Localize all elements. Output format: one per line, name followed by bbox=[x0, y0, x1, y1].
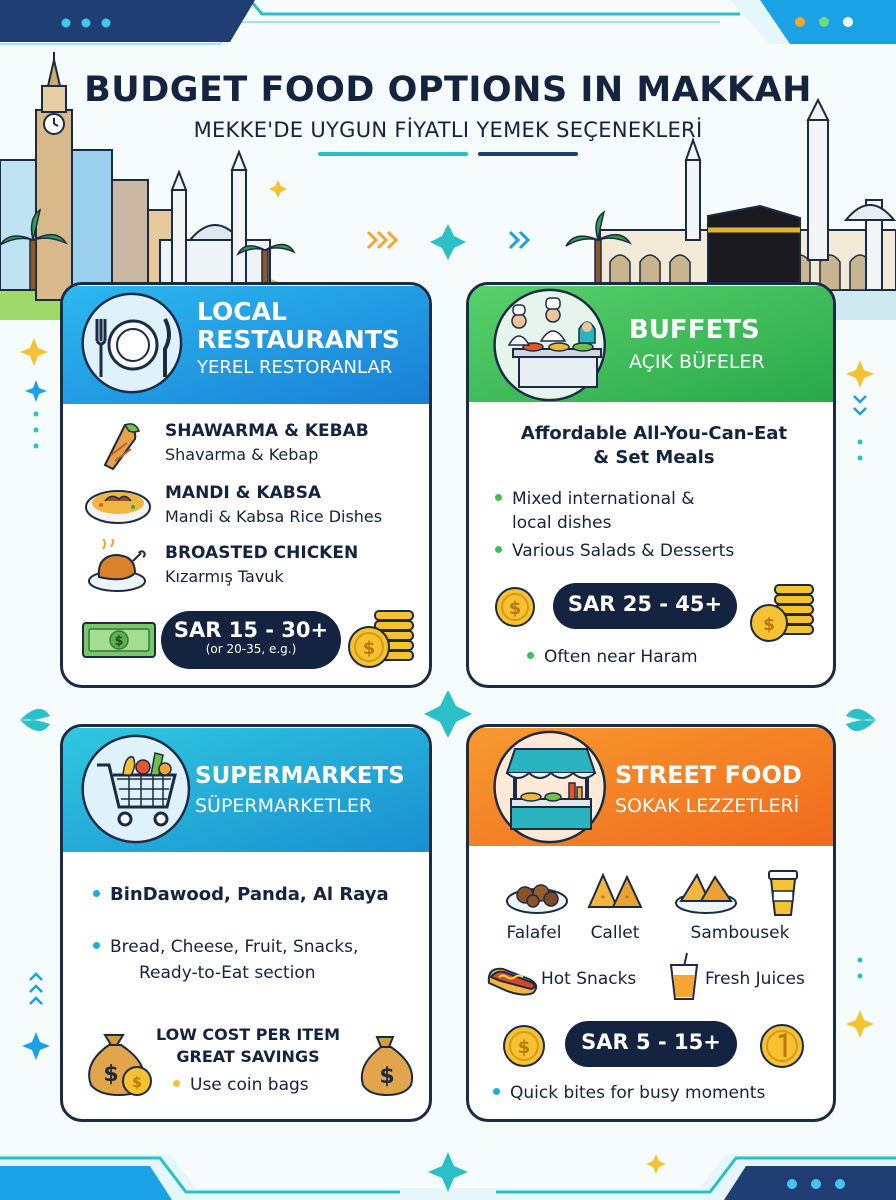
bullet-dot bbox=[93, 942, 100, 949]
subtitle-rule-left bbox=[318, 152, 468, 156]
street-food-fresh-juices: Fresh Juices bbox=[705, 969, 805, 989]
street-subtitle: SOKAK LEZZETLERİ bbox=[615, 795, 800, 817]
buffets-headline-1: Affordable All-You-Can-Eat bbox=[520, 423, 788, 444]
buffets-bullet-1-cont: local dishes bbox=[512, 513, 612, 533]
svg-text:$: $ bbox=[103, 1062, 119, 1087]
bullet-dot bbox=[527, 652, 534, 659]
street-food-callet: Callet bbox=[590, 923, 640, 943]
svg-text:$: $ bbox=[763, 615, 775, 635]
buffets-bullet-2 bbox=[495, 539, 734, 563]
local-subtitle: YEREL RESTORANLAR bbox=[197, 357, 393, 378]
street-note-text: Quick bites for busy moments bbox=[510, 1083, 766, 1103]
buffets-price-pill bbox=[553, 583, 737, 629]
local-item-sub: Kızarmış Tavuk bbox=[165, 567, 284, 586]
food-stall-icon bbox=[501, 739, 601, 839]
bullet-dot bbox=[173, 1080, 180, 1087]
svg-text:$: $ bbox=[508, 598, 522, 619]
street-price: SAR 5 - 15+ bbox=[581, 1030, 721, 1054]
card-buffets bbox=[466, 282, 836, 688]
subtitle-rule-right bbox=[478, 152, 578, 156]
shopping-cart-icon bbox=[93, 745, 183, 835]
bullet-dot bbox=[495, 546, 502, 553]
buffets-headline-2: & Set Meals bbox=[593, 447, 715, 468]
buffets-bullet-1 bbox=[495, 487, 694, 511]
local-title-line2: RESTAURANTS bbox=[197, 325, 400, 354]
local-item-name: MANDI & KABSA bbox=[165, 483, 322, 503]
local-item-sub: Shavarma & Kebap bbox=[165, 445, 319, 464]
local-price-pill bbox=[161, 611, 341, 669]
bullet-dot bbox=[495, 494, 502, 501]
bullet-dot bbox=[93, 890, 100, 897]
bullet-dot bbox=[493, 1088, 500, 1095]
local-item-name: BROASTED CHICKEN bbox=[165, 543, 359, 563]
svg-text:$: $ bbox=[132, 1075, 142, 1091]
falafel-icon bbox=[505, 871, 569, 915]
supermarkets-goods-text: Bread, Cheese, Fruit, Snacks, bbox=[110, 937, 359, 957]
bottom-decorative-bar bbox=[0, 1144, 896, 1200]
shawarma-icon bbox=[91, 417, 145, 471]
plate-fork-knife-icon bbox=[87, 299, 179, 391]
coin-icon bbox=[757, 1021, 807, 1071]
street-price-pill bbox=[565, 1021, 737, 1067]
buffet-chefs-icon bbox=[497, 293, 607, 397]
buffets-bullet-text: Various Salads & Desserts bbox=[512, 541, 735, 561]
card-supermarkets bbox=[60, 724, 432, 1122]
supermarkets-goods bbox=[93, 935, 358, 959]
supermarkets-goods-cont: Ready-to-Eat section bbox=[139, 963, 316, 983]
local-title-line1: LOCAL bbox=[197, 297, 287, 326]
supermarkets-stores bbox=[93, 883, 389, 907]
card-local-restaurants bbox=[60, 282, 432, 688]
street-food-sambousek: Sambousek bbox=[690, 923, 790, 943]
buffets-bullet-text: Mixed international & bbox=[512, 489, 695, 509]
svg-text:$: $ bbox=[517, 1037, 531, 1058]
street-title: STREET FOOD bbox=[615, 761, 802, 789]
coin-stack-icon bbox=[345, 605, 417, 673]
hot-dog-icon bbox=[483, 955, 543, 999]
page-subtitle: MEKKE'DE UYGUN FİYATLI YEMEK SEÇENEKLERİ bbox=[193, 118, 703, 142]
buffets-price: SAR 25 - 45+ bbox=[567, 592, 723, 616]
buffets-note-text: Often near Haram bbox=[544, 647, 698, 667]
kaaba-icon bbox=[708, 206, 800, 286]
money-bag-icon bbox=[355, 1027, 419, 1099]
street-food-falafel: Falafel bbox=[506, 923, 562, 943]
sambousek-icon bbox=[673, 867, 739, 915]
mandi-rice-icon bbox=[83, 479, 153, 529]
supermarkets-title: SUPERMARKETS bbox=[195, 763, 405, 789]
local-price: SAR 15 - 30+ bbox=[173, 618, 329, 642]
broasted-chicken-icon bbox=[85, 539, 149, 595]
supermarkets-note bbox=[173, 1073, 309, 1097]
buffets-subtitle: AÇIK BÜFELER bbox=[629, 351, 765, 373]
coin-icon bbox=[493, 585, 537, 629]
supermarkets-subtitle: SÜPERMARKETLER bbox=[195, 795, 373, 817]
coffee-cup-icon bbox=[763, 867, 803, 919]
svg-text:$: $ bbox=[379, 1064, 395, 1089]
svg-text:$: $ bbox=[362, 638, 376, 659]
svg-text:$: $ bbox=[114, 634, 124, 649]
supermarkets-stores-text: BinDawood, Panda, Al Raya bbox=[110, 884, 389, 905]
street-note bbox=[493, 1081, 765, 1105]
card-street-food bbox=[466, 724, 836, 1122]
buffets-title: BUFFETS bbox=[629, 315, 760, 345]
supermarkets-note-text: Use coin bags bbox=[190, 1075, 309, 1095]
buffets-note bbox=[527, 645, 698, 669]
coin-stack-icon bbox=[745, 579, 817, 647]
supermarkets-savings-2: GREAT SAVINGS bbox=[176, 1047, 320, 1066]
local-price-note: (or 20-35, e.g.) bbox=[205, 642, 297, 656]
cash-bill-icon bbox=[79, 617, 159, 661]
juice-glass-icon bbox=[667, 951, 701, 1003]
local-item-sub: Mandi & Kabsa Rice Dishes bbox=[165, 507, 383, 526]
samosa-icon bbox=[585, 867, 645, 915]
coin-icon bbox=[501, 1023, 547, 1069]
supermarkets-savings-1: LOW COST PER ITEM bbox=[155, 1025, 341, 1044]
page-title: BUDGET FOOD OPTIONS IN MAKKAH bbox=[84, 70, 812, 110]
street-food-hot-snacks: Hot Snacks bbox=[541, 969, 637, 989]
local-item-name: SHAWARMA & KEBAB bbox=[165, 421, 369, 441]
